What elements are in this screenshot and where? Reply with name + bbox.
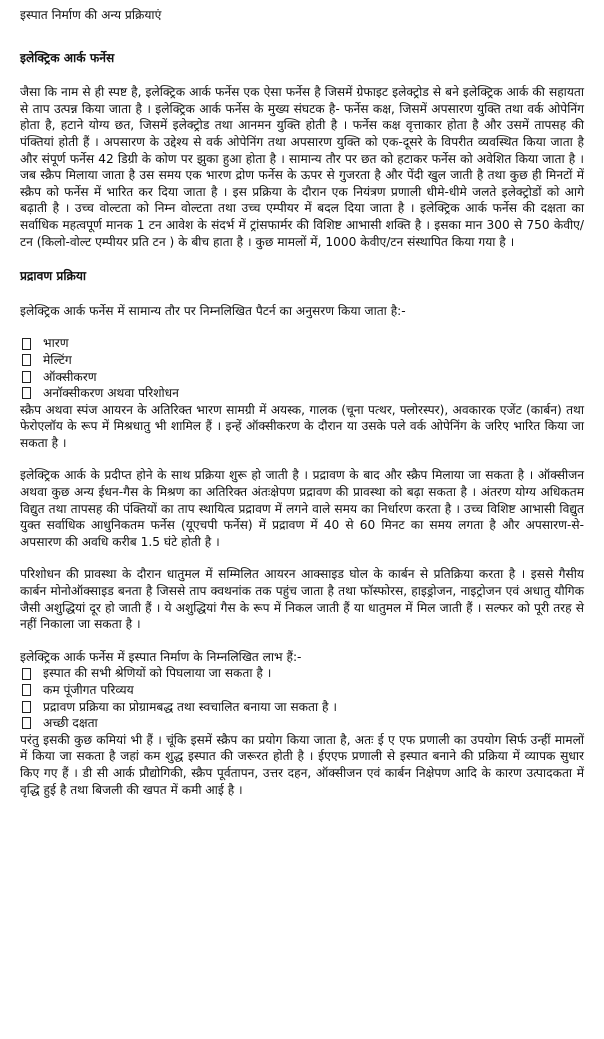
list-item: ऑक्सीकरण	[20, 369, 584, 386]
process-steps-list	[20, 335, 584, 401]
bullet-box-icon	[22, 668, 31, 680]
section-heading-melting-process: प्रद्रावण प्रक्रिया	[20, 269, 87, 284]
paragraph-advantages-intro: इलेक्ट्रिक आर्क फर्नेस में इस्पात निर्माण के निम्नलिखित लाभ हैं:-	[20, 649, 302, 664]
page-title: इस्पात निर्माण की अन्य प्रक्रियाएं	[20, 8, 162, 22]
list-item: मेल्टिंग	[20, 352, 584, 369]
list-item: अच्छी दक्षता	[20, 715, 584, 732]
list-item: अनॉक्सीकरण अथवा परिशोधन	[20, 385, 584, 402]
bullet-box-icon	[22, 338, 31, 350]
bullet-box-icon	[22, 387, 31, 399]
list-item: भारण	[20, 335, 584, 352]
bullet-box-icon	[22, 717, 31, 729]
bullet-box-icon	[22, 354, 31, 366]
paragraph-charge-materials: स्क्रैप अथवा स्पंज आयरन के अतिरिक्त भारण सामग्री में अयस्क, गालक (चूना पत्थर, फ्लोरस्पर), अवकारक एजेंट (कार्बन) तथा फेरोएलॉय के रूप में मिश्रधातु भी शामिल हैं । इन्हें ऑक्सीकरण के दौरान या उसके पले वर्क ओपेनिंग के जरिए भारित किया जा सकता है ।	[20, 402, 584, 450]
paragraph-drawbacks: परंतु इसकी कुछ कमियां भी हैं । चूंकि इसमें स्क्रैप का प्रयोग किया जाता है, अतः ई ए एफ प्रणाली का उपयोग सिर्फ उन्हीं मामलों में किया जा सकता है जहां कम शुद्ध इस्पात की जरूरत होती है । ईएएफ प्रणाली से इस्पात बनाने की प्रक्रिया में व्यापक सुधार किए गए हैं । डी सी आर्क प्रौद्योगिकी, स्क्रैप पूर्वतापन, उत्तर दहन, ऑक्सीजन एवं कार्बन निक्षेपण आदि के कारण उत्पादकता में वृद्धि हुई है तथा बिजली की खपत में कमी आई है ।	[20, 732, 584, 797]
list-item: इस्पात की सभी श्रेणियों को पिघलाया जा सकता है ।	[20, 665, 584, 682]
paragraph-arc-ignition: इलेक्ट्रिक आर्क के प्रदीप्त होने के साथ प्रक्रिया शुरू हो जाती है । प्रद्रावण के बाद और स्क्रैप मिलाया जा सकता है । ऑक्सीजन अथवा कुछ अन्य ईधन-गैस के मिश्रण का अतिरिक्त अंतःक्षेपण प्रद्रावण की प्रावस्था को बढ़ा सकता है । अंतरण योग्य अधिकतम विद्युत तथा तापसह की पंक्तियों का ताप स्थायित्व प्रद्रावण में लगने वाले समय का निर्धारण करता है । उच्च विशिष्ट आभासी विद्युत युक्त सर्वाधिक आधुनिकतम फर्नेस (यूएचपी फर्नेस) में प्रद्रावण में 40 से 60 मिनट का समय लगता है और अपसारण-से-अपसारण की अवधि करीब 1.5 घंटे होती है ।	[20, 468, 584, 549]
advantages-list	[20, 665, 584, 731]
paragraph-refining: परिशोधन की प्रावस्था के दौरान धातुमल में सम्मिलित आयरन आक्साइड घोल के कार्बन से प्रतिक्रिया करता है । इससे गैसीय कार्बन मोनोऑक्साइड बनता है जिससे ताप क्वथनांक तक पहुंच जाता है तथा फॉस्फोरस, हाइड्रोजन, नाइट्रोजन एवं अधातु यौगिक जैसी अशुद्धियां दूर हो जाती हैं । ये अशुद्धियां गैस के रूप में निकल जाती हैं या धातुमल में मिल जाती हैं । सल्फर को पूरी तरह से नहीं निकाला जा सकता है ।	[20, 567, 584, 632]
paragraph-eaf-description: जैसा कि नाम से ही स्पष्ट है, इलेक्ट्रिक आर्क फर्नेस एक ऐसा फर्नेस है जिसमें ग्रेफाइट इलेक्ट्रोड से बने इलेक्ट्रिक आर्क की सहायता से ताप उत्पन्न किया जाता है । इलेक्ट्रिक आर्क फर्नेस के मुख्य संघटक है- फर्नेस कक्ष, जिसमें अपसारण युक्ति तथा वर्क ओपेनिंग होता है, हटाने योग्य छत, जिसमें इलेक्ट्रोड तथा आनमन युक्ति होती है । फर्नेस कक्ष वृत्ताकार होता है और उसमें तापसह की पंक्तियां होती हैं । अपसारण के उद्देश्य से वर्क ओपेनिंग तथा अपसारण युक्ति को एक-दूसरे के विपरीत व्यवस्थित किया जाता है और संपूर्ण फर्नेस 42 डिग्री के कोण पर झुका हुआ होता है । सामान्य तौर पर छत को हटाकर फर्नेस को अवेशित किया जाता है । जब स्क्रैप मिलाया जाता है उस समय एक भारण द्रोण फर्नेस के ऊपर से गुजरता है और पेंदी खुल जाती है तथा कुछ ही मिनटों में स्क्रैप को फर्नेस में भारित कर दिया जाता है । इस प्रक्रिया के दौरान एक नियंत्रण प्रणाली धीमे-धीमे जलते इलेक्ट्रोडों को आगे बढ़ाती है । उच्च वोल्टता को निम्न वोल्टता तथा उच्च एम्पीयर में बदल दिया जाता है । इलेक्ट्रिक आर्क फर्नेस की दक्षता का सर्वाधिक महत्वपूर्ण मानक 1 टन आवेश के संदर्भ में ट्रांसफार्मर की विशिष्ट आभासी शक्ति है । इसका मान 300 से 750 केवीए/टन (किलो-वोल्ट एम्पीयर प्रति टन ) के बीच हाता है । कुछ मामलों में, 1000 केवीए/टन संस्थापित किया गया है ।	[20, 85, 585, 249]
list-item: कम पूंजीगत परिव्यय	[20, 682, 584, 699]
bullet-box-icon	[22, 701, 31, 713]
section-heading-electric-arc-furnace: इलेक्ट्रिक आर्क फर्नेस	[20, 50, 115, 65]
list-item: प्रद्रावण प्रक्रिया का प्रोग्रामबद्ध तथा स्वचालित बनाया जा सकता है ।	[20, 699, 584, 716]
bullet-box-icon	[22, 684, 31, 696]
bullet-box-icon	[22, 371, 31, 383]
paragraph-process-intro: इलेक्ट्रिक आर्क फर्नेस में सामान्य तौर पर निम्नलिखित पैटर्न का अनुसरण किया जाता है:-	[20, 303, 406, 318]
